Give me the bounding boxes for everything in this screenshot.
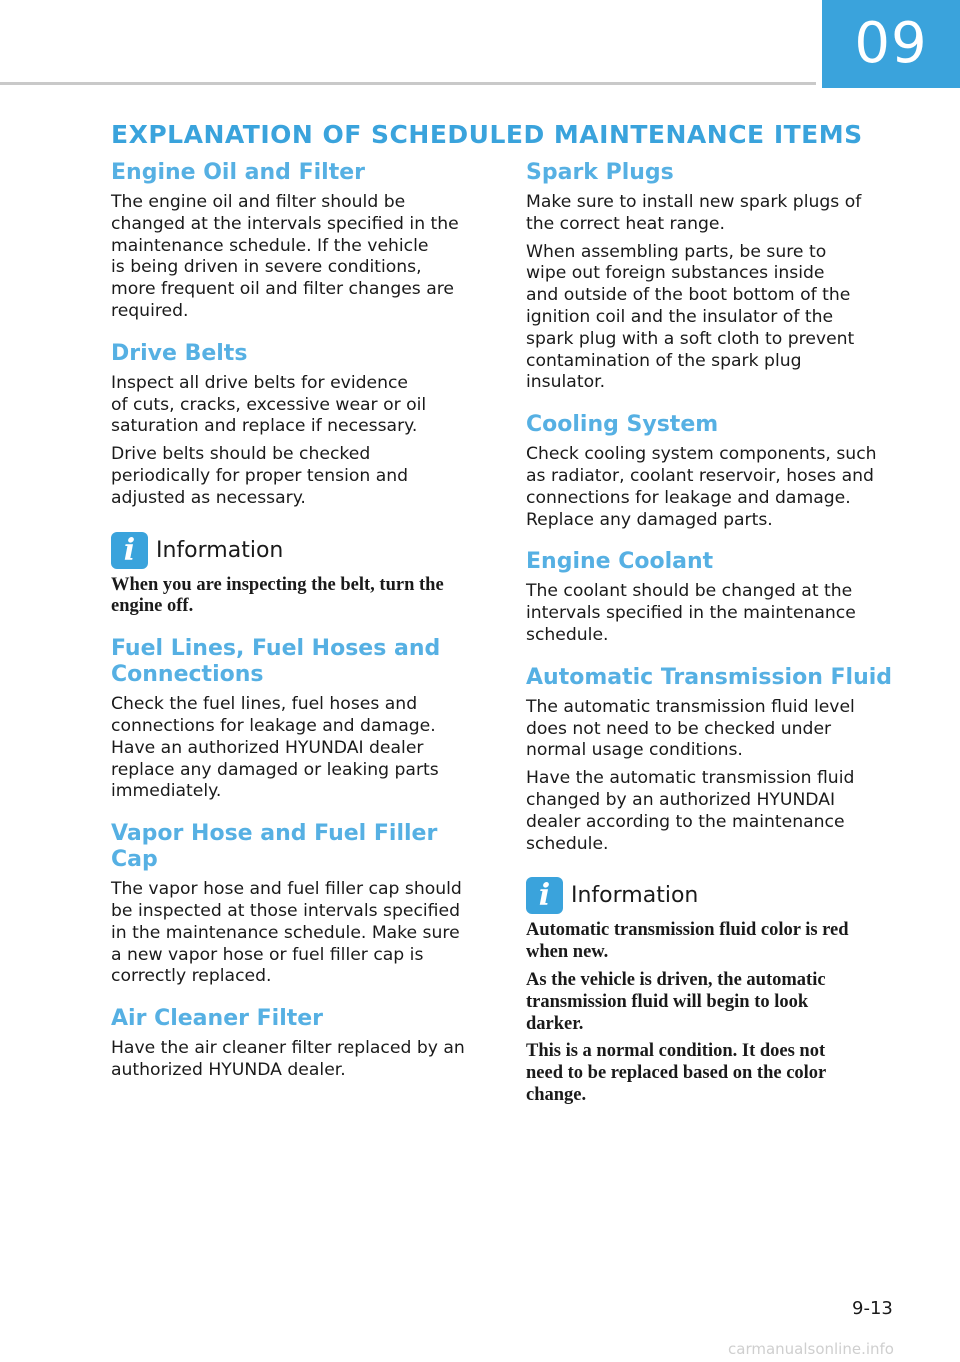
engine-coolant-section [526, 549, 906, 646]
drive-belts-heading: Drive Belts [111, 340, 248, 366]
cooling-system-heading: Cooling System [526, 412, 719, 438]
spark-plugs-heading: Spark Plugs [526, 160, 674, 185]
fuel-lines-heading: Fuel Lines, Fuel Hoses and Connections [111, 636, 441, 688]
engine-oil-section [111, 160, 483, 323]
atf-section [526, 665, 906, 856]
info-header [111, 532, 483, 569]
fuel-lines-text: Check the fuel lines, fuel hoses and connections for leakage and damage. Have an authorized HYUNDAI dealer replace any damaged or leaking parts immediately. [111, 694, 439, 802]
info-icon: i [526, 877, 563, 914]
spark-plugs-text-2: When assembling parts, be sure to wipe out foreign substances inside and outside of the boot bottom of the ignition coil and the insulator of the spark plug with a soft cloth to prevent contamination of the spark plug insulator. [526, 241, 855, 393]
info-box-atf [526, 877, 906, 1106]
info-text-1: Automatic transmission fluid color is red when new. [526, 920, 849, 963]
header-rule [0, 82, 816, 85]
cooling-system-text: Check cooling system components, such as radiator, coolant reservoir, hoses and connections for leakage and damage. Replace any damaged parts. [526, 444, 877, 530]
info-icon: i [111, 532, 148, 569]
info-box-belt [111, 532, 483, 619]
page-number: 9-13 [852, 1298, 893, 1319]
vapor-hose-heading: Vapor Hose and Fuel Filler Cap [111, 821, 438, 873]
watermark: carmanualsonline.info [728, 1340, 894, 1358]
fuel-lines-section [111, 636, 483, 803]
info-text: When you are inspecting the belt, turn the engine off. [111, 574, 444, 617]
info-header [526, 877, 906, 914]
section-title: EXPLANATION OF SCHEDULED MAINTENANCE ITEMS [111, 120, 863, 149]
spark-plugs-text-1: Make sure to install new spark plugs of the correct heat range. [526, 192, 862, 234]
engine-coolant-heading: Engine Coolant [526, 549, 714, 575]
info-label: Information [156, 537, 284, 563]
engine-coolant-text: The coolant should be changed at the intervals specified in the maintenance schedule. [526, 581, 856, 645]
drive-belts-section [111, 341, 483, 510]
left-column [111, 160, 483, 1100]
vapor-hose-section [111, 821, 483, 988]
atf-text-1: The automatic transmission fluid level does not need to be checked under normal usage conditions. [526, 696, 855, 761]
info-label: Information [571, 883, 699, 909]
drive-belts-text-1: Inspect all drive belts for evidence of cuts, cracks, excessive wear or oil saturation and replace if necessary. [111, 372, 427, 437]
engine-oil-heading: Engine Oil and Filter [111, 160, 365, 185]
drive-belts-text-2: Drive belts should be checked periodically for proper tension and adjusted as necessary. [111, 444, 409, 508]
info-text-2: As the vehicle is driven, the automatic transmission fluid will begin to look darker. [526, 969, 826, 1034]
engine-oil-text: The engine oil and filter should be changed at the intervals specified in the maintenance schedule. If the vehicle is being driven in severe conditions, more frequent oil and filter changes are required. [111, 192, 459, 321]
air-cleaner-text: Have the air cleaner filter replaced by an authorized HYUNDA dealer. [111, 1038, 465, 1080]
atf-heading: Automatic Transmission Fluid [526, 664, 893, 690]
right-column [526, 160, 906, 1125]
atf-text-2: Have the automatic transmission fluid changed by an authorized HYUNDAI dealer according to the maintenance schedule. [526, 768, 855, 854]
chapter-tab: 09 [822, 0, 960, 88]
air-cleaner-section [111, 1006, 483, 1082]
cooling-system-section [526, 412, 906, 531]
air-cleaner-heading: Air Cleaner Filter [111, 1006, 324, 1032]
spark-plugs-section [526, 160, 906, 394]
vapor-hose-text: The vapor hose and fuel filler cap should be inspected at those intervals specified in the maintenance schedule. Make sure a new vapor hose or fuel filler cap is correctly replaced. [111, 879, 462, 987]
info-text-3: This is a normal condition. It does not need to be replaced based on the color change. [526, 1041, 827, 1105]
